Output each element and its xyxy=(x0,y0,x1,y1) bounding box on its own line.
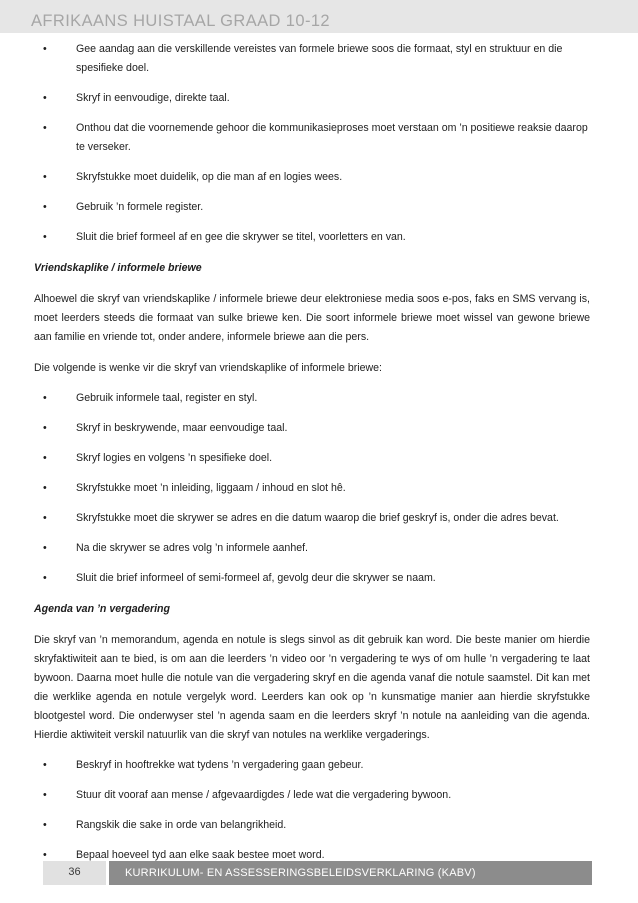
bullet-icon: • xyxy=(43,171,47,183)
informal-letter-list xyxy=(34,389,590,588)
list-item: • Gebruik ’n formele register. xyxy=(34,198,590,217)
page-number: 36 xyxy=(68,866,81,878)
list-item: • Na die skrywer se adres volg ’n informele aanhef. xyxy=(34,539,590,558)
agenda-heading: Agenda van ’n vergadering xyxy=(34,603,170,615)
bullet-icon: • xyxy=(43,512,47,524)
page-number-box xyxy=(43,861,106,885)
list-item: • Skryfstukke moet ’n inleiding, liggaam / inhoud en slot hê. xyxy=(34,479,590,498)
bullet-icon: • xyxy=(43,392,47,404)
list-item: • Skryf in beskrywende, maar eenvoudige taal. xyxy=(34,419,590,438)
page-header xyxy=(0,0,638,33)
footer-title: KURRIKULUM- EN ASSESSERINGSBELEIDSVERKLARING (KABV) xyxy=(125,867,476,879)
list-item: • Skryfstukke moet duidelik, op die man af en logies wees. xyxy=(34,168,590,187)
list-item: • Stuur dit vooraf aan mense / afgevaardigdes / lede wat die vergadering bywoon. xyxy=(34,786,590,805)
list-item: • Bepaal hoeveel tyd aan elke saak bestee moet word. xyxy=(34,846,590,865)
bullet-icon: • xyxy=(43,789,47,801)
header-title: AFRIKAANS HUISTAAL GRAAD 10-12 xyxy=(31,12,331,30)
formal-letter-list xyxy=(34,40,590,247)
list-item: • Onthou dat die voornemende gehoor die kommunikasieproses moet verstaan om ’n positiewe reaksie daarop te verseker. xyxy=(34,119,590,157)
list-item: • Sluit die brief formeel af en gee die skrywer se titel, voorletters en van. xyxy=(34,228,590,247)
page-content xyxy=(34,40,590,865)
bullet-icon: • xyxy=(43,572,47,584)
bullet-icon: • xyxy=(43,231,47,243)
list-item: • Gee aandag aan die verskillende vereistes van formele briewe soos die formaat, styl en struktuur en die spesifieke doel. xyxy=(34,40,590,78)
bullet-icon: • xyxy=(43,201,47,213)
agenda-paragraph: Die skryf van ’n memorandum, agenda en notule is slegs sinvol as dit gebruik kan word. Die beste manier om hierdie skryfaktiwiteit aan te bied, is om aan die leerders ’n video oor ’n vergadering te wys of om hulle ’n vergadering te laat bywoon. Daarna moet hulle die notule van die vergadering skryf en die agenda vanaf die notule saamstel. Dit kan met die werklike agenda en notule vergelyk word. Leerders kan ook op ’n kunsmatige manier aan hierdie skryfstukke blootgestel word. Die onderwyser stel ’n agenda saam en die leerders skryf ’n notule na aanleiding van die agenda. Hierdie aktiwiteit verskil natuurlik van die skryf van notules na werklike vergaderings. xyxy=(34,634,590,741)
list-item: • Skryfstukke moet die skrywer se adres en die datum waarop die brief geskryf is, onder die adres bevat. xyxy=(34,509,590,528)
agenda-list xyxy=(34,756,590,865)
bullet-icon: • xyxy=(43,482,47,494)
footer-band xyxy=(109,861,592,885)
bullet-icon: • xyxy=(43,122,47,134)
informal-letters-intro: Die volgende is wenke vir die skryf van vriendskaplike of informele briewe: xyxy=(34,362,382,374)
bullet-icon: • xyxy=(43,422,47,434)
bullet-icon: • xyxy=(43,92,47,104)
bullet-icon: • xyxy=(43,43,47,55)
bullet-icon: • xyxy=(43,819,47,831)
list-item: • Sluit die brief informeel of semi-formeel af, gevolg deur die skrywer se naam. xyxy=(34,569,590,588)
bullet-icon: • xyxy=(43,542,47,554)
bullet-icon: • xyxy=(43,759,47,771)
informal-letters-heading: Vriendskaplike / informele briewe xyxy=(34,262,202,274)
list-item: • Rangskik die sake in orde van belangrikheid. xyxy=(34,816,590,835)
page-footer xyxy=(43,861,592,885)
bullet-icon: • xyxy=(43,452,47,464)
informal-letters-paragraph: Alhoewel die skryf van vriendskaplike / informele briewe deur elektroniese media soos e-pos, faks en SMS vervang is, moet leerders steeds die formaat van sulke briewe ken. Die soort informele briewe moet wissel van gewone briewe aan familie en vriende tot, onder andere, informele briewe aan die pers. xyxy=(34,293,590,343)
bullet-icon: • xyxy=(43,849,47,861)
list-item: • Skryf logies en volgens ’n spesifieke doel. xyxy=(34,449,590,468)
list-item: • Beskryf in hooftrekke wat tydens ’n vergadering gaan gebeur. xyxy=(34,756,590,775)
list-item: • Skryf in eenvoudige, direkte taal. xyxy=(34,89,590,108)
list-item: • Gebruik informele taal, register en styl. xyxy=(34,389,590,408)
